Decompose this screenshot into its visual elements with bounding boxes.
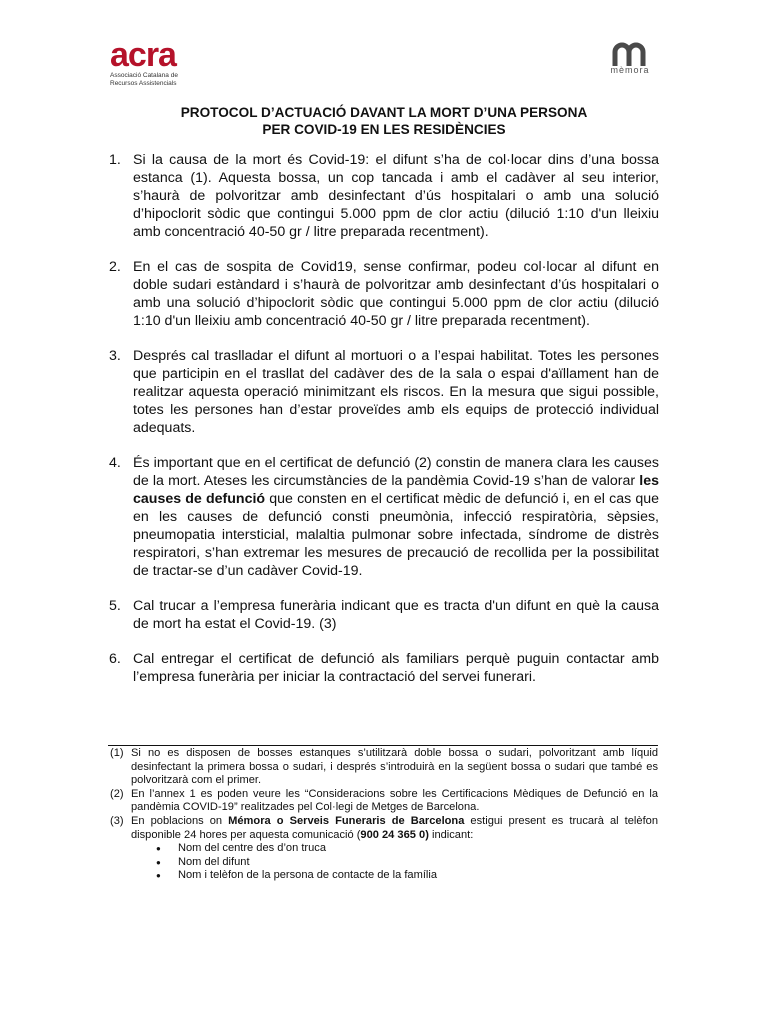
acra-logo (110, 36, 190, 87)
title-line-1: PROTOCOL D’ACTUACIÓ DAVANT LA MORT D’UNA PERSONA (180, 105, 588, 120)
footnote-number: (3) (110, 814, 124, 827)
bullet-item: ● Nom del centre des d’on truca (156, 842, 658, 856)
protocol-item-3 (109, 347, 659, 437)
item-text: Cal entregar el certificat de defunció als familiars perquè puguin contactar amb l’empresa funerària per iniciar la contractació del servei funerari. (133, 651, 659, 685)
item-text: Després cal traslladar el difunt al mortuori o a l’espai habilitat. Totes les persones que participin en el trasllat del cadàver des de la sala o espai d'aïllament han de realitzar aquesta operació minimitzant els riscos. En la mesura que sigui possible, totes les persones han d’estar proveïdes amb els equips de protecció individual adequats. (133, 348, 659, 436)
protocol-item-1 (109, 151, 659, 241)
acra-logo-subtitle: Associació Catalana de Recursos Assistencials (110, 72, 178, 87)
footnote-text-a: En poblacions on (131, 814, 229, 827)
memora-logo-text: mèmora (610, 65, 650, 75)
protocol-item-6 (109, 650, 659, 686)
item-text: En el cas de sospita de Covid19, sense confirmar, podeu col·locar al difunt en doble sudari estàndard i s’haurà de polvoritzar amb desinfectant d’ús hospitalari o amb una solució d’hipoclorit sòdic que contingui 5.000 ppm de clor actiu (dilució 1:10 d'un lleixiu amb concentració 40-50 gr / litre preparada recentment). (133, 259, 659, 329)
item-text: Si la causa de la mort és Covid-19: el difunt s’ha de col·locar dins d’una bossa estanca (1). Aquesta bossa, un cop tancada i amb el cadàver al seu interior, s’haurà de polvoritzar amb desinfectant d’ús hospitalari o amb una solució d’hipoclorit sòdic que contingui 5.000 ppm de clor actiu (dilució 1:10 d'un lleixiu amb concentració 40-50 gr / litre preparada recentment). (133, 152, 659, 240)
item-number: 6. (109, 651, 121, 667)
footnotes (108, 747, 658, 883)
footnote-number: (2) (110, 787, 124, 800)
footnote-phone: 900 24 365 0) (360, 828, 429, 841)
item-number: 2. (109, 259, 121, 275)
protocol-item-5 (109, 597, 659, 633)
footnote-text-c: indicant: (428, 828, 474, 841)
protocol-item-2 (109, 258, 659, 330)
footnote-3-bullets (108, 842, 658, 883)
footnote-number: (1) (110, 747, 124, 759)
memora-logo (604, 42, 656, 75)
item-number: 5. (109, 598, 121, 614)
footnote-bold-a: Mémora o Serveis Funeraris de Barcelona (228, 814, 465, 827)
protocol-list (109, 151, 659, 703)
footnote-text-b: estigui present es trucarà al telèfon disponible 24 hores per aquesta comunicació ( (131, 814, 658, 841)
footnote-divider (108, 745, 658, 746)
title-line-2: PER COVID-19 EN LES RESIDÈNCIES (262, 122, 506, 137)
acra-logo-text: acra (110, 36, 176, 74)
page-title (100, 104, 668, 138)
item-text: Cal trucar a l’empresa funerària indicant que es tracta d'un difunt en què la causa de mort ha estat el Covid-19. (3) (133, 598, 659, 632)
item-number: 4. (109, 455, 121, 471)
footnote-1 (108, 747, 658, 788)
footnote-text: Si no es disposen de bosses estanques s’utilitzarà doble bossa o sudari, polvoritzant amb líquid desinfectant la primera bossa o sudari, i després s’introduirà en la següent bossa o sudari que també es polvoritzarà com el primer. (131, 747, 658, 787)
bullet-item: ● Nom del difunt (156, 856, 658, 870)
item-text-bold: les causes de defunció (133, 473, 659, 507)
item-text-after: que consten en el certificat mèdic de defunció i, en el cas que en les causes de defunció consti pneumònia, infecció respiratòria, sèpsies, pneumopatia intersticial, malaltia pulmonar sobre infectada, síndrome de distrès respiratori, s’han extremar les mesures de precaució de recollida per la possibilitat de tractar-se d’un cadàver Covid-19. (133, 491, 659, 579)
item-number: 3. (109, 348, 121, 364)
memora-logo-mark (612, 42, 648, 66)
item-number: 1. (109, 152, 121, 168)
bullet-item: ● Nom i telèfon de la persona de contacte de la família (156, 869, 658, 883)
footnote-3 (108, 815, 658, 842)
protocol-item-4 (109, 454, 659, 580)
item-text-before: És important que en el certificat de defunció (2) constin de manera clara les causes de la mort. Ateses les circumstàncies de la pandèmia Covid-19 s’han de valorar (133, 455, 659, 489)
footnote-text: En l’annex 1 es poden veure les “Consideracions sobre les Certificacions Mèdiques de Defunció en la pandèmia COVID-19” realitzades pel Col·legi de Metges de Barcelona. (131, 787, 658, 814)
footnote-2 (108, 788, 658, 815)
